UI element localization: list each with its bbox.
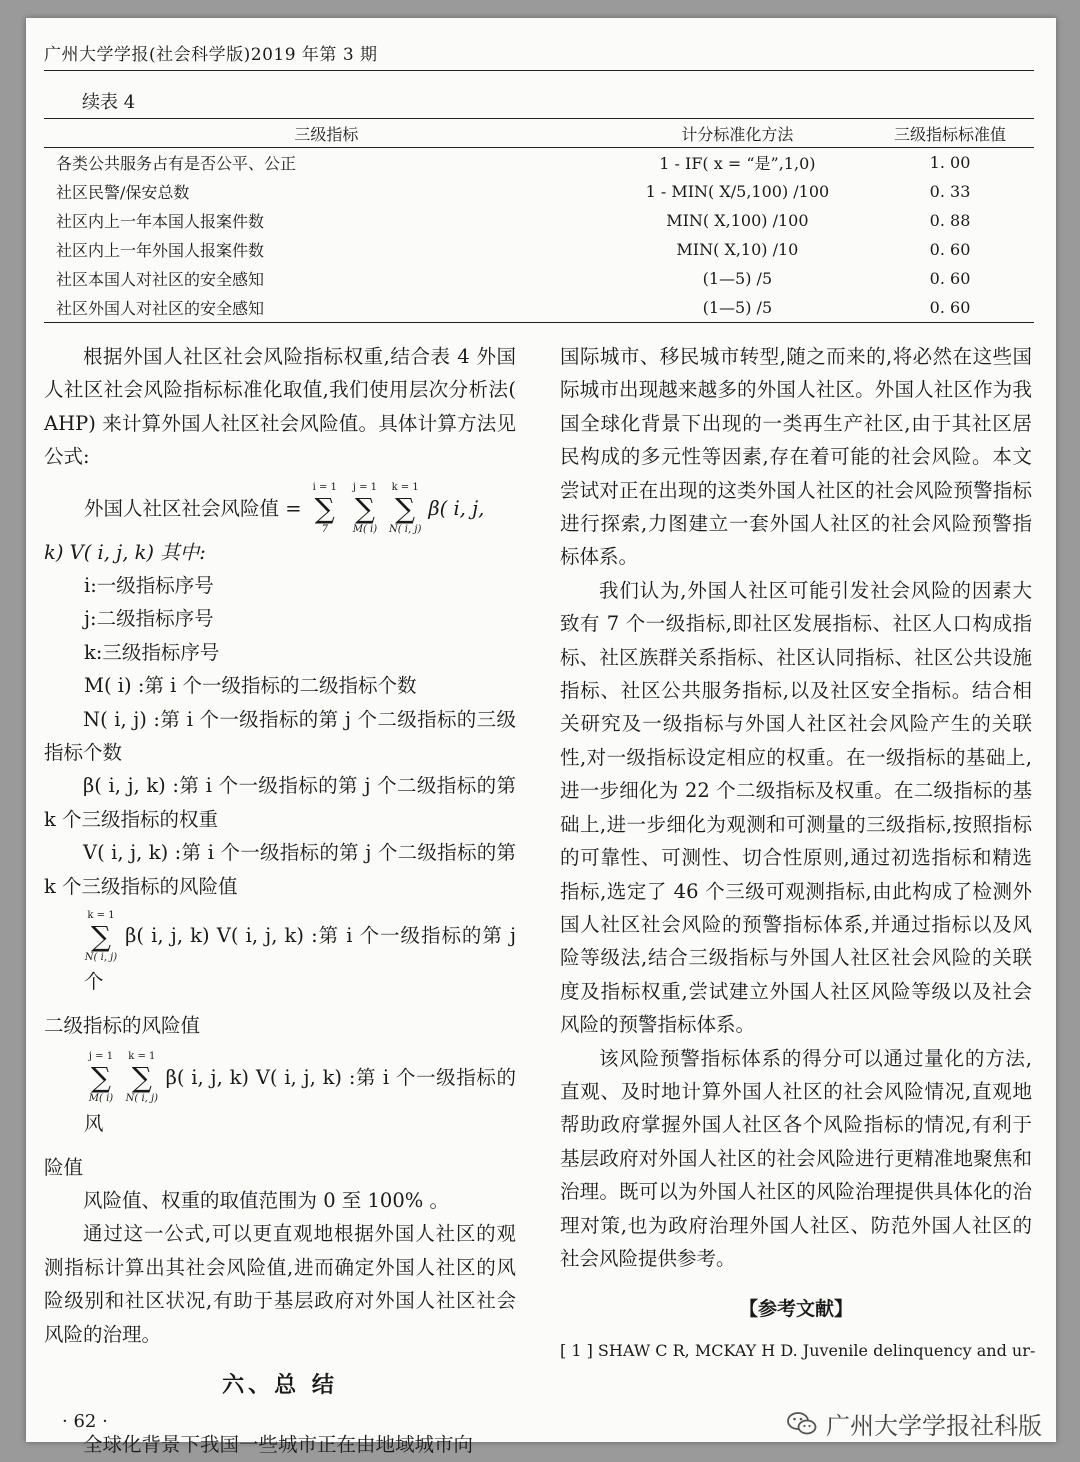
definition-i: i:一级指标序号	[84, 574, 214, 598]
summation-symbol: ∑ j = 1 M( i)	[348, 495, 382, 523]
definition-continuation: 险值	[44, 1155, 84, 1179]
sum-lower: N( i, j)	[125, 1093, 158, 1104]
table-cell: 1 - IF( x = “是”,1,0)	[659, 154, 816, 173]
definition-m: M( i) :第 i 个一级指标的二级指标个数	[84, 674, 417, 698]
table-caption: 续表 4	[82, 92, 136, 113]
table-cell: (1—5) /5	[609, 293, 866, 323]
table-row	[44, 235, 1034, 264]
definition-sum-jk	[44, 1051, 516, 1147]
paragraph: 通过这一公式,可以更直观地根据外国人社区的观测指标计算出其社会风险值,进而确定外国人社区的风险级别和社区状况,有助于基层政府对外国人社区社会风险的治理。	[44, 1222, 516, 1346]
watermark-text: 广州大学学报社科版	[826, 1412, 1042, 1440]
sum-lower: N( i, j)	[388, 524, 422, 536]
table-row	[44, 293, 1034, 323]
table-row	[44, 264, 1034, 293]
table-cell: MIN( X,100) /100	[666, 211, 809, 230]
formula-term: β( i, j,	[428, 496, 485, 520]
page-number: · 62 ·	[62, 1411, 108, 1432]
definition-text: β( i, j, k) V( i, j, k) :第 i 个一级指标的风	[84, 1065, 516, 1135]
summation-symbol: ∑ k = 1 N( i, j)	[388, 482, 422, 536]
summation-symbol: ∑ k = 1 N( i, j)	[125, 1051, 158, 1104]
table-header-cell: 三级指标标准值	[866, 119, 1034, 148]
definition-j: j:二级指标序号	[84, 607, 214, 631]
table-cell: 0. 88	[929, 211, 971, 230]
definition-text: β( i, j, k) V( i, j, k) :第 i 个一级指标的第 j 个	[84, 924, 516, 994]
table-cell: 各类公共服务占有是否公平、公正	[56, 154, 297, 173]
table-cell: MIN( X,10) /10	[676, 240, 799, 259]
references-title: 【参考文献】	[738, 1298, 853, 1321]
paragraph: 该风险预警指标体系的得分可以通过量化的方法,直观、及时地计算外国人社区的社会风险情况,直观地帮助政府掌握外国人社区各个风险指标的情况,有利于基层政府对外国人社区的社会风险进行更精准地聚焦和治理。既可以为外国人社区的风险治理提供具体化的治理对策,也为政府治理外国人社区、防范外国人社区的社会风险提供参考。	[560, 1046, 1032, 1270]
paper-page	[26, 18, 1056, 1457]
sum-upper: k = 1	[128, 1051, 156, 1062]
indicator-table	[44, 118, 1034, 323]
table-cell: 0. 60	[929, 240, 971, 259]
paragraph: 根据外国人社区社会风险指标权重,结合表 4 外国人社区社会风险指标标准化取值,我们使用层次分析法( AHP) 来计算外国人社区社会风险值。具体计算方法见公式:	[44, 345, 516, 469]
table-header-cell: 计分标准化方法	[609, 119, 866, 148]
table-cell: 1 - MIN( X/5,100) /100	[645, 182, 830, 201]
paragraph: 全球化背景下我国一些城市正在由地域城市向	[83, 1433, 474, 1457]
summation-symbol: ∑ j = 1 M( i)	[84, 1064, 118, 1092]
section-title: 六、总 结	[222, 1371, 338, 1398]
table-cell: 社区外国人对社区的安全感知	[44, 293, 609, 323]
left-column	[44, 340, 516, 1462]
table-cell: 1. 00	[929, 153, 971, 172]
paragraph: 国际城市、移民城市转型,随之而来的,将必然在这些国际城市出现越来越多的外国人社区。外国人社区作为我国全球化背景下出现的一类再生产社区,由于其社区居民构成的多元性等因素,存在着可能的社会风险。本文尝试对正在出现的这类外国人社区的社会风险预警指标进行探索,力图建立一套外国人社区的社会风险预警指标体系。	[560, 345, 1032, 569]
table-cell: (1—5) /5	[702, 269, 773, 288]
sum-lower: M( i)	[88, 1093, 114, 1104]
sum-lower: M( i)	[352, 524, 378, 536]
sum-upper: k = 1	[391, 482, 419, 494]
summation-symbol: ∑ k = 1 N( i, j)	[84, 909, 118, 963]
table-cell: 0. 33	[929, 182, 971, 201]
definition-k: k:三级指标序号	[84, 640, 220, 664]
sum-upper: i = 1	[312, 482, 337, 494]
header-rule	[44, 70, 1034, 71]
paragraph: 风险值、权重的取值范围为 0 至 100% 。	[83, 1188, 449, 1212]
risk-formula	[44, 482, 516, 536]
table-cell: 社区民警/保安总数	[56, 183, 190, 202]
table-cell: 社区内上一年本国人报案件数	[56, 212, 265, 231]
running-head: 广州大学学报(社会科学版)2019 年第 3 期	[44, 45, 378, 65]
sum-upper: j = 1	[352, 482, 378, 494]
right-column	[560, 340, 1036, 1365]
definition-v: V( i, j, k) :第 i 个一级指标的第 j 个二级指标的第 k 个三级指标的风险值	[44, 841, 516, 898]
table-header-row	[44, 119, 1034, 148]
formula-continuation: k) V( i, j, k) 其中:	[44, 540, 206, 564]
sum-upper: k = 1	[87, 909, 115, 921]
sum-lower: N( i, j)	[84, 951, 118, 963]
table-cell: 社区本国人对社区的安全感知	[56, 270, 265, 289]
table-row	[44, 177, 1034, 206]
definition-sum-k	[44, 909, 516, 1005]
definition-continuation: 二级指标的风险值	[44, 1014, 201, 1038]
sum-lower: 7	[321, 524, 328, 536]
table-header-cell: 三级指标	[44, 119, 609, 148]
table-cell: 0. 60	[866, 293, 1034, 323]
formula-label: 外国人社区社会风险值 =	[84, 496, 302, 520]
table-row	[44, 206, 1034, 235]
watermark	[786, 1406, 1042, 1441]
sum-upper: j = 1	[88, 1051, 114, 1062]
definition-beta: β( i, j, k) :第 i 个一级指标的第 j 个二级指标的第 k 个三级指标的权重	[44, 774, 516, 831]
summation-symbol: ∑ i = 1 7	[308, 495, 342, 523]
table-cell: 社区内上一年外国人报案件数	[56, 241, 265, 260]
definition-n: N( i, j) :第 i 个一级指标的第 j 个二级指标的三级指标个数	[44, 707, 516, 765]
table-cell: 0. 60	[929, 269, 971, 288]
reference-item: [ 1 ] SHAW C R, MCKAY H D. Juvenile delinquency and ur-	[560, 1340, 1036, 1360]
table-row	[44, 148, 1034, 178]
paragraph: 我们认为,外国人社区可能引发社会风险的因素大致有 7 个一级指标,即社区发展指标、社区人口构成指标、社区族群关系指标、社区认同指标、社区公共设施指标、社区公共服务指标,以及社区安全指标。结合相关研究及一级指标与外国人社区社会风险产生的关联性,对一级指标设定相应的权重。在一级指标的基础上,进一步细化为 22 个二级指标及权重。在二级指标的基础上,进一步细化为观测和可测量的三级指标,按照指标的可靠性、可测性、切合性原则,通过初选指标和精选指标,选定了 46 个三级可观测指标,由此构成了检测外国人社区社会风险的预警指标体系,并通过指标以及风险等级法,结合三级指标与外国人社区社会风险的关联度及指标权重,尝试建立外国人社区风险等级以及社会风险的预警指标体系。	[560, 578, 1032, 1037]
wechat-icon	[786, 1410, 818, 1438]
